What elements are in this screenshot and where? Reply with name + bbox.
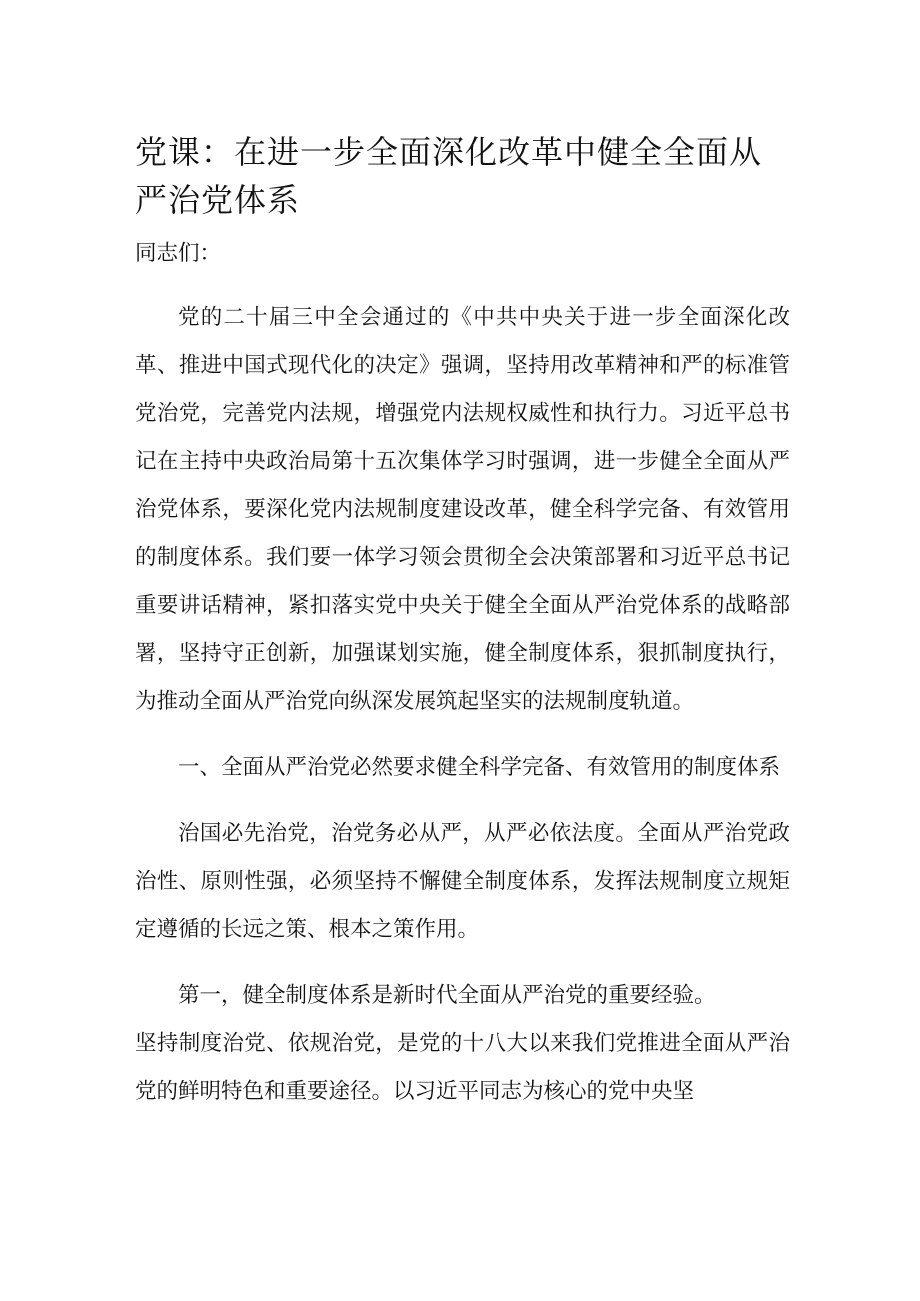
document-title: 党课：在进一步全面深化改革中健全全面从严治党体系 bbox=[135, 133, 763, 219]
salutation: 同志们： bbox=[135, 241, 222, 266]
section-heading-1: 一、全面从严治党必然要求健全科学完备、有效管用的制度体系 bbox=[178, 755, 781, 780]
subheading-first: 第一，健全制度体系是新时代全面从严治党的重要经验。 bbox=[178, 983, 716, 1008]
paragraph-first: 坚持制度治党、依规治党，是党的十八大以来我们党推进全面从严治党的鲜明特色和重要途径。以习近平同志为核心的党中央坚 bbox=[135, 1031, 790, 1104]
document-body bbox=[135, 128, 790, 1134]
paragraph-intro: 党的二十届三中全会通过的《中共中央关于进一步全面深化改革、推进中国式现代化的决定》强调，坚持用改革精神和严的标准管党治党，完善党内法规，增强党内法规权威性和执行力。习近平总书记在主持中央政治局第十五次集体学习时强调，进一步健全全面从严治党体系，要深化党内法规制度建设改革，健全科学完备、有效管用的制度体系。我们要一体学习领会贯彻全会决策部署和习近平总书记重要讲话精神，紧扣落实党中央关于健全全面从严治党体系的战略部署，坚持守正创新，加强谋划实施，健全制度体系，狠抓制度执行，为推动全面从严治党向纵深发展筑起坚实的法规制度轨道。 bbox=[135, 305, 790, 714]
paragraph-section-1: 治国必先治党，治党务必从严，从严必依法度。全面从严治党政治性、原则性强，必须坚持不懈健全制度体系，发挥法规制度立规矩定遵循的长远之策、根本之策作用。 bbox=[135, 821, 790, 942]
